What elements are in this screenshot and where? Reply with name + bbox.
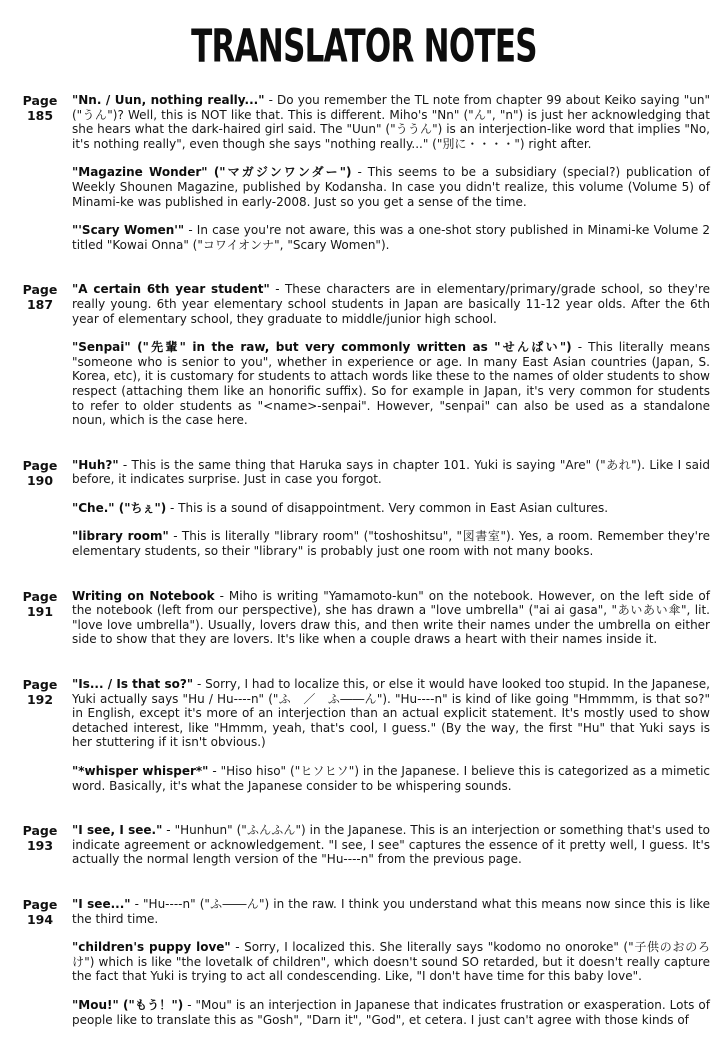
page-label-word: Page [22,457,58,473]
note-term: "*whisper whisper*" [72,764,209,778]
page-number: 187 [26,297,54,313]
note-term: "Nn. / Uun, nothing really..." [72,93,265,107]
note-body: - Sorry, I localized this. She literally says "kodomo no onoroke" ("子供のおのろけ") which is like "the lovetalk of children", which doesn't sound SO retarded, but it doesn't really capture the fact that Yuki is trying to act all condescending. Like, "I don't have time for this baby love". [72,940,710,984]
page-label [14,93,66,123]
note-body: - This literally means "someone who is senior to you", whether in experience or age. In many East Asian countries (Japan, S. Korea, etc), it is customary for students to attach words like these to the names of older students to show respect (attaching them like an honorific suffix). So for example in Japan, it's very common for students to refer to older students as "<name>-senpai". However, "senpai" can also be used as a standalone noun, which is the case here. [72,340,710,428]
page-label-word: Page [22,588,58,604]
note-term: "A certain 6th year student" [72,282,270,297]
page-label [14,897,66,927]
page-number: 190 [26,472,54,488]
note-body: - "Hu----n" ("ふ――ん") in the raw. I think you understand what this means now since this is like the third time. [72,896,710,926]
note-body: - "Hiso hiso" ("ヒソヒソ") in the Japanese. I believe this is categorized as a mimetic word. Basically, it's what the Japanese consider to be whispering sounds. [72,764,710,793]
note-term: "library room" [72,529,169,544]
page-number: 192 [26,692,54,708]
page-title: TRANSLATOR NOTES [191,20,537,74]
note-body: - This is the same thing that Haruka says in chapter 101. Yuki is saying "Are" ("あれ"). Like I said before, it indicates surprise. Just in case you forgot. [72,457,710,487]
page-label-word: Page [22,93,58,108]
translator-note [72,458,710,487]
page-number: 191 [26,603,54,619]
translator-note [72,340,710,428]
note-term: "I see..." [72,896,131,911]
notes-column [72,282,710,427]
note-body: - This is literally "library room" ("toshoshitsu", "図書室"). Yes, a room. Remember they're elementary students, so their "library" is probably just one room with not many books. [72,529,710,559]
translator-note [72,529,710,558]
note-term: "children's puppy love" [72,940,231,955]
note-body: - In case you're not aware, this was a one-shot story published in Minami-ke Volume 2 titled "Kowai Onna" ("コワイオンナ", "Scary Women"). [72,223,710,252]
note-section [14,282,710,427]
page-number: 194 [26,911,54,927]
note-section [14,93,710,252]
page-number: 185 [26,108,54,123]
note-body: - These characters are in elementary/primary/grade school, so they're really young. 6th year elementary school students in Japan are basically 11-12 year olds. After the 6th year of elementary school, they graduate to middle/junior high school. [72,282,710,326]
translator-notes-page [0,20,728,1027]
translator-note [72,501,710,516]
note-term: "'Scary Women'" [72,223,185,238]
note-section [14,823,710,867]
page-label [14,458,66,488]
translator-note [72,823,710,867]
page-label [14,589,66,619]
note-section [14,677,710,793]
note-section [14,897,710,1027]
page-label [14,677,66,707]
notes-column [72,823,710,867]
note-term: "Mou!" ("もう！") [72,997,184,1012]
note-body: - "Mou" is an interjection in Japanese that indicates frustration or exasperation. Lots of people like to translate this as "Gosh", "Darn it", "God", et cetera. I just can't agree with those kinds of [72,997,710,1027]
translator-note [72,897,710,926]
translator-note [72,764,710,793]
notes-column [72,458,710,559]
note-body: - This is a sound of disappointment. Very common in East Asian cultures. [170,500,609,515]
notes-list [0,93,728,1027]
notes-column [72,589,710,647]
note-term: "Huh?" [72,457,119,472]
note-body: - Do you remember the TL note from chapter 99 about Keiko saying "un" ("うん")? Well, this is NOT like that. This is different. Miho's "Nn" ("ん", "n") is just her acknowledging that she hears what the dark-haired girl said. The "Uun" ("ううん") is an interjection-like word that implies "No, it's nothing really", even though she says "nothing really..." ("別に・・・・") right after. [72,93,710,151]
notes-column [72,93,710,252]
note-term: "Senpai" ("先輩" in the raw, but very commonly written as "せんぱい") [72,340,572,355]
translator-note [72,998,710,1027]
translator-note [72,677,710,750]
page-label-word: Page [22,677,58,693]
translator-note [72,93,710,151]
page-label-word: Page [22,823,58,839]
note-section [14,589,710,647]
note-term: "Is... / Is that so?" [72,677,194,692]
notes-column [72,677,710,793]
note-section [14,458,710,559]
translator-note [72,589,710,647]
page-label-word: Page [22,282,58,298]
page-label-word: Page [22,896,58,912]
note-term: Writing on Notebook [72,588,215,603]
note-term: "Che." ("ちぇ") [72,500,167,515]
translator-note [72,165,710,209]
note-body: - "Hunhun" ("ふんふん") in the Japanese. This is an interjection or something that's used to indicate agreement or acknowledgement. "I see, I see" captures the essence of it pretty well, I guess. It's actually the normal length version of the "Hu----n" from the previous page. [72,823,710,867]
translator-note [72,282,710,326]
page-number: 193 [26,838,54,854]
note-body: - Sorry, I had to localize this, or else it would have looked too stupid. In the Japanese, Yuki actually says "Hu / Hu----n" ("ふ ／ ふ――ん"). "Hu----n" is kind of like going "Hmmmm, is that so?" in English, except it's more of an interjection than an actual explicit statement. It's mostly used to show detached interest, like "Hmmm, yeah, that's cool, I guess." (By the way, the first "Hu" that Yuki says is her stuttering if it isn't obvious.) [72,677,710,750]
note-term: "Magazine Wonder" ("マガジンワンダー") [72,165,352,180]
page-label [14,823,66,853]
translator-note [72,223,710,252]
note-body: - Miho is writing "Yamamoto-kun" on the notebook. However, on the left side of the notebook (left from our perspective), she has drawn a "love umbrella" ("ai ai gasa", "あいあい傘", lit. "love love umbrella"). Usually, lovers draw this, and then write their names under the umbrella on either side to show that they are lovers. It's like when a couple draws a heart with their names inside it. [72,588,711,647]
notes-column [72,897,710,1027]
translator-note [72,940,710,984]
note-term: "I see, I see." [72,823,163,838]
note-body: - This seems to be a subsidiary (special?) publication of Weekly Shounen Magazine, published by Kodansha. In case you didn't realize, this volume (Volume 5) of Minami-ke was published in early-2008. Just so you get a sense of the time. [72,165,710,209]
page-label [14,282,66,312]
